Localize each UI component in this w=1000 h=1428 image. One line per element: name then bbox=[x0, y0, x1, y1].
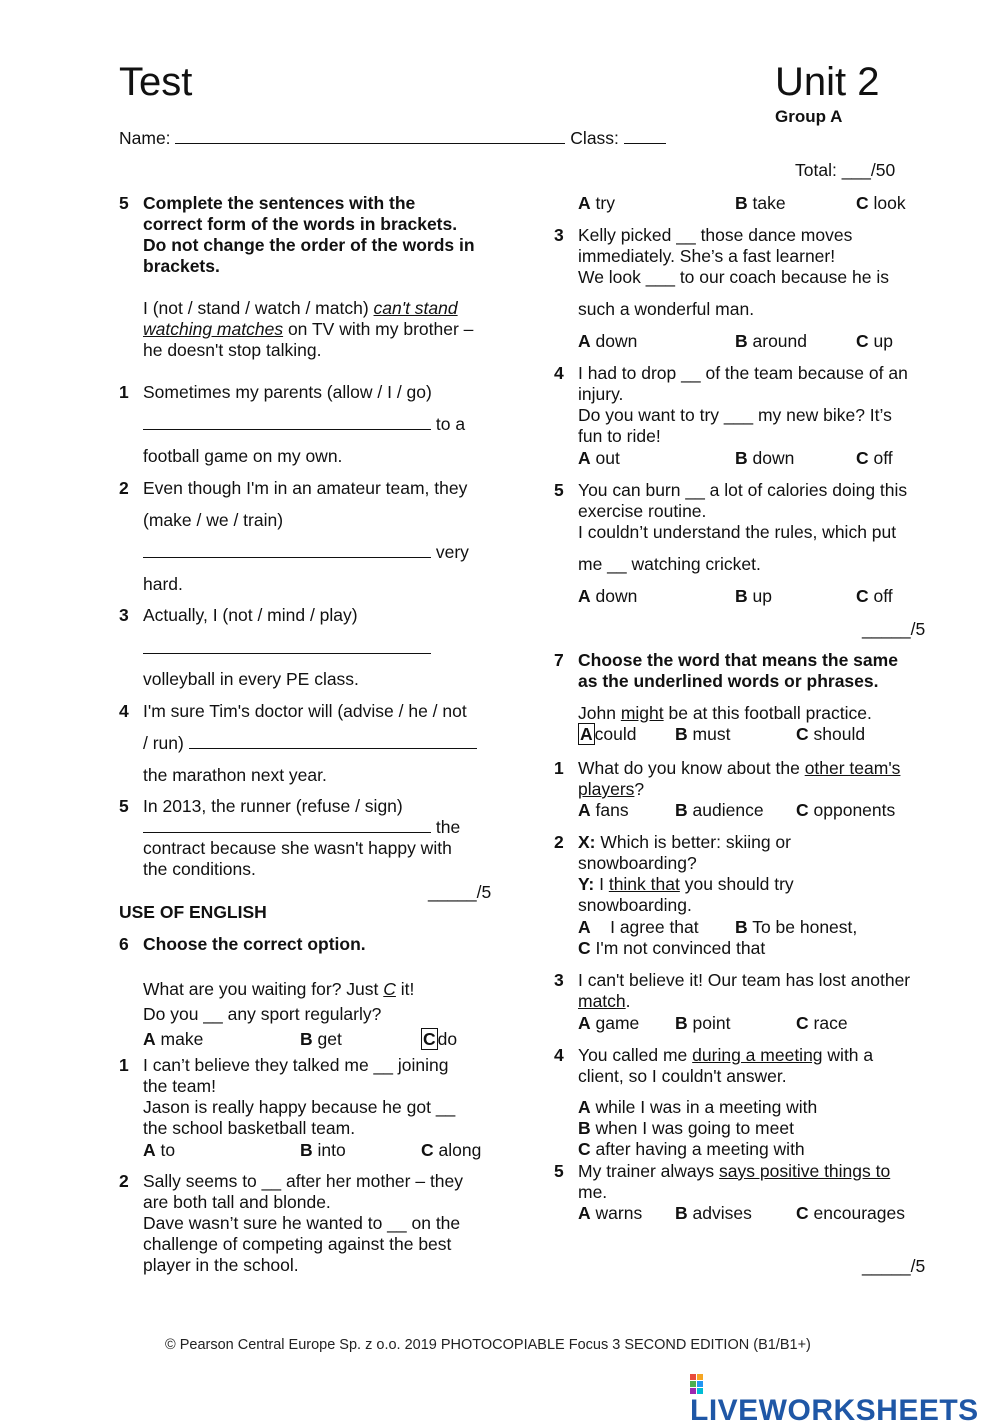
question-block bbox=[143, 1055, 455, 1139]
option-b[interactable]: B around bbox=[735, 331, 808, 351]
example-text: on TV with my brother – bbox=[287, 319, 474, 339]
item-number: 2 bbox=[119, 478, 129, 498]
item-number: 3 bbox=[119, 605, 129, 625]
option-b[interactable]: B must bbox=[675, 724, 731, 744]
question-block bbox=[578, 758, 900, 800]
option-c[interactable]: C should bbox=[796, 724, 866, 744]
option-c[interactable]: C off bbox=[856, 586, 893, 606]
option-c[interactable]: C encourages bbox=[796, 1203, 905, 1223]
instruction-line: correct form of the words in brackets. bbox=[143, 214, 458, 234]
question-text: Actually, I (not / mind / play) bbox=[143, 605, 358, 625]
question-block bbox=[143, 796, 460, 880]
question-text: . bbox=[625, 991, 631, 1011]
question-text: My trainer always bbox=[578, 1161, 715, 1181]
option-a[interactable]: A warns bbox=[578, 1203, 643, 1223]
question-text: I bbox=[599, 874, 604, 894]
question-text: player in the school. bbox=[143, 1255, 299, 1275]
option-c[interactable]: C after having a meeting with bbox=[578, 1139, 805, 1159]
option-b[interactable]: B advises bbox=[675, 1203, 752, 1223]
question-text: the team! bbox=[143, 1076, 216, 1096]
question-text: You called me bbox=[578, 1045, 688, 1065]
question-block bbox=[578, 832, 794, 916]
question-text: the marathon next year. bbox=[143, 765, 327, 785]
option-c[interactable]: C off bbox=[856, 448, 893, 468]
example-text: be at this football practice. bbox=[668, 703, 872, 723]
total-score: Total: ___/50 bbox=[795, 160, 896, 180]
question-text: me __ watching cricket. bbox=[578, 554, 761, 574]
option-c-selected[interactable]: C do bbox=[423, 1029, 458, 1049]
option-c[interactable]: C up bbox=[856, 331, 893, 351]
item-number: 5 bbox=[119, 796, 129, 816]
option-b[interactable]: B To be honest, bbox=[735, 917, 858, 937]
item-number: 4 bbox=[554, 1045, 564, 1065]
question-block bbox=[578, 363, 908, 447]
exercise-number: 6 bbox=[119, 934, 129, 954]
item-number: 4 bbox=[554, 363, 564, 383]
question-text: such a wonderful man. bbox=[578, 299, 755, 319]
question-text: challenge of competing against the best bbox=[143, 1234, 452, 1254]
question-text: Sometimes my parents (allow / I / go) bbox=[143, 382, 432, 402]
name-row bbox=[119, 128, 666, 149]
question-text: Even though I'm in an amateur team, they bbox=[143, 478, 468, 498]
question-text: We look ___ to our coach because he is bbox=[578, 267, 889, 287]
item-number: 5 bbox=[554, 480, 564, 500]
question-text: Sally seems to __ after her mother – they bbox=[143, 1171, 464, 1191]
answer-row bbox=[143, 638, 431, 659]
item-number: 2 bbox=[119, 1171, 129, 1191]
section-heading: USE OF ENGLISH bbox=[119, 902, 267, 922]
question-text: Dave wasn’t sure he wanted to __ on the bbox=[143, 1213, 461, 1233]
example-answer: watching matches bbox=[143, 319, 284, 339]
question-text: In 2013, the runner (refuse / sign) bbox=[143, 796, 403, 816]
question-text: contract because she wasn't happy with bbox=[143, 838, 452, 858]
liveworksheets-icon bbox=[690, 1372, 712, 1394]
underlined-phrase: during a meeting bbox=[692, 1045, 823, 1065]
option-a[interactable]: A fans bbox=[578, 800, 629, 820]
question-block bbox=[578, 225, 889, 288]
answer-field[interactable] bbox=[143, 543, 431, 558]
exercise-score: _____/5 bbox=[862, 619, 926, 639]
example-text: John bbox=[578, 703, 616, 723]
underlined-phrase: says positive things to bbox=[719, 1161, 891, 1181]
option-a[interactable]: A down bbox=[578, 586, 638, 606]
class-label: Class: bbox=[570, 128, 619, 148]
unit-title: Unit 2 bbox=[775, 60, 880, 104]
question-text: Kelly picked __ those dance moves bbox=[578, 225, 853, 245]
question-text: to a bbox=[435, 414, 466, 434]
question-text: snowboarding? bbox=[578, 853, 697, 873]
answer-row bbox=[143, 733, 477, 754]
question-text: I can’t believe they talked me __ joining bbox=[143, 1055, 449, 1075]
example-text: I (not / stand / watch / match) bbox=[143, 298, 369, 318]
example-text: What are you waiting for? Just bbox=[143, 979, 379, 999]
question-text: Jason is really happy because he got __ bbox=[143, 1097, 456, 1117]
question-text: Do you want to try ___ my new bike? It’s bbox=[578, 405, 892, 425]
question-block bbox=[578, 970, 910, 1012]
exercise-score: _____/5 bbox=[862, 1256, 926, 1276]
option-a[interactable]: A game bbox=[578, 1013, 640, 1033]
question-text: me. bbox=[578, 1182, 608, 1202]
question-text: volleyball in every PE class. bbox=[143, 669, 359, 689]
option-a[interactable]: A try bbox=[578, 193, 615, 213]
option-a[interactable]: A down bbox=[578, 331, 638, 351]
option-b[interactable]: B up bbox=[735, 586, 772, 606]
question-text: What do you know about the bbox=[578, 758, 800, 778]
question-text: immediately. She’s a fast learner! bbox=[578, 246, 836, 266]
name-label: Name: bbox=[119, 128, 171, 148]
question-text: I can't believe it! Our team has lost another bbox=[578, 970, 911, 990]
instruction-line: Choose the word that means the same bbox=[578, 650, 898, 670]
item-number: 1 bbox=[554, 758, 564, 778]
example-text: he doesn't stop talking. bbox=[143, 340, 322, 360]
question-text: ? bbox=[634, 779, 645, 799]
question-text: the bbox=[435, 817, 461, 837]
name-field[interactable] bbox=[175, 129, 565, 144]
class-field[interactable] bbox=[624, 129, 666, 144]
question-text: I'm sure Tim's doctor will (advise / he / not bbox=[143, 701, 467, 721]
item-number: 5 bbox=[554, 1161, 564, 1181]
item-number: 1 bbox=[119, 382, 129, 402]
question-text: / run) bbox=[143, 733, 184, 753]
question-text: exercise routine. bbox=[578, 501, 707, 521]
option-b[interactable]: B into bbox=[300, 1140, 346, 1160]
answer-row bbox=[143, 414, 465, 435]
question-text: Which is better: skiing or bbox=[600, 832, 791, 852]
item-number: 3 bbox=[554, 970, 564, 990]
option-b[interactable]: B when I was going to meet bbox=[578, 1118, 794, 1138]
option-a-selected[interactable]: A could bbox=[580, 724, 637, 744]
exercise-instruction bbox=[578, 650, 898, 692]
option-c[interactable]: C I'm not convinced that bbox=[578, 938, 766, 958]
underlined-phrase: other team's bbox=[804, 758, 901, 778]
option-b[interactable]: B get bbox=[300, 1029, 342, 1049]
question-block bbox=[143, 1171, 463, 1276]
question-block bbox=[578, 1045, 873, 1087]
question-text: football game on my own. bbox=[143, 446, 343, 466]
option-a[interactable]: A I agree that bbox=[578, 917, 699, 937]
option-c[interactable]: C opponents bbox=[796, 800, 896, 820]
question-text: very bbox=[435, 542, 469, 562]
test-title: Test bbox=[119, 60, 193, 104]
group-label: Group A bbox=[775, 107, 843, 126]
question-block bbox=[578, 480, 907, 543]
answer-field[interactable] bbox=[189, 734, 477, 749]
speaker-label: Y: bbox=[578, 874, 595, 894]
question-text: client, so I couldn't answer. bbox=[578, 1066, 787, 1086]
question-text: injury. bbox=[578, 384, 624, 404]
instruction-line: as the underlined words or phrases. bbox=[578, 671, 879, 691]
copyright-footer: © Pearson Central Europe Sp. z o.o. 2019 PHOTOCOPIABLE Focus 3 SECOND EDITION (B1/B1+) bbox=[165, 1337, 811, 1353]
answer-row bbox=[143, 542, 469, 563]
exercise-instruction bbox=[143, 193, 475, 277]
question-text: the school basketball team. bbox=[143, 1118, 356, 1138]
underlined-phrase: players bbox=[578, 779, 635, 799]
option-a[interactable]: A out bbox=[578, 448, 620, 468]
option-c[interactable]: C race bbox=[796, 1013, 848, 1033]
example-text: it! bbox=[400, 979, 415, 999]
instruction-line: brackets. bbox=[143, 256, 220, 276]
question-text: snowboarding. bbox=[578, 895, 692, 915]
question-text: I couldn’t understand the rules, which put bbox=[578, 522, 897, 542]
exercise-number: 7 bbox=[554, 650, 564, 670]
option-b[interactable]: B take bbox=[735, 193, 786, 213]
selected-box: A bbox=[580, 724, 593, 744]
option-a[interactable]: A to bbox=[143, 1140, 176, 1160]
item-number: 4 bbox=[119, 701, 129, 721]
underlined-word: might bbox=[620, 703, 664, 723]
instruction-line: Do not change the order of the words in bbox=[143, 235, 475, 255]
example bbox=[143, 298, 473, 361]
underlined-phrase: think that bbox=[608, 874, 680, 894]
question-block bbox=[578, 1161, 890, 1203]
question-text: fun to ride! bbox=[578, 426, 661, 446]
option-b[interactable]: B point bbox=[675, 1013, 731, 1033]
question-text: you should try bbox=[684, 874, 794, 894]
liveworksheets-logo[interactable] bbox=[690, 1372, 1000, 1428]
example bbox=[143, 979, 414, 1000]
exercise-instruction: Choose the correct option. bbox=[143, 934, 366, 954]
example bbox=[578, 703, 872, 724]
option-b[interactable]: B down bbox=[735, 448, 795, 468]
underlined-phrase: match bbox=[578, 991, 626, 1011]
selected-box: C bbox=[423, 1029, 436, 1049]
question-text: I had to drop __ of the team because of an bbox=[578, 363, 908, 383]
instruction-line: Complete the sentences with the bbox=[143, 193, 416, 213]
option-b[interactable]: B audience bbox=[675, 800, 764, 820]
item-number: 3 bbox=[554, 225, 564, 245]
example-text: Do you __ any sport regularly? bbox=[143, 1004, 382, 1024]
question-text: hard. bbox=[143, 574, 183, 594]
example-answer: C bbox=[383, 979, 396, 999]
brand-text: LIVEWORKSHEETS bbox=[690, 1394, 979, 1428]
option-a[interactable]: A while I was in a meeting with bbox=[578, 1097, 818, 1117]
option-c[interactable]: C along bbox=[421, 1140, 482, 1160]
option-a[interactable]: A make bbox=[143, 1029, 204, 1049]
answer-field[interactable] bbox=[143, 415, 431, 430]
example-answer: can't stand bbox=[373, 298, 458, 318]
answer-field[interactable] bbox=[143, 639, 431, 654]
exercise-number: 5 bbox=[119, 193, 129, 213]
question-text: the conditions. bbox=[143, 859, 256, 879]
option-list bbox=[578, 1097, 817, 1160]
speaker-label: X: bbox=[578, 832, 596, 852]
question-text: You can burn __ a lot of calories doing this bbox=[578, 480, 908, 500]
item-number: 2 bbox=[554, 832, 564, 852]
question-text: (make / we / train) bbox=[143, 510, 284, 530]
question-text: with a bbox=[827, 1045, 874, 1065]
exercise-score: _____/5 bbox=[428, 882, 492, 902]
item-number: 1 bbox=[119, 1055, 129, 1075]
answer-field[interactable] bbox=[143, 818, 431, 833]
option-c[interactable]: C look bbox=[856, 193, 906, 213]
question-text: are both tall and blonde. bbox=[143, 1192, 331, 1212]
